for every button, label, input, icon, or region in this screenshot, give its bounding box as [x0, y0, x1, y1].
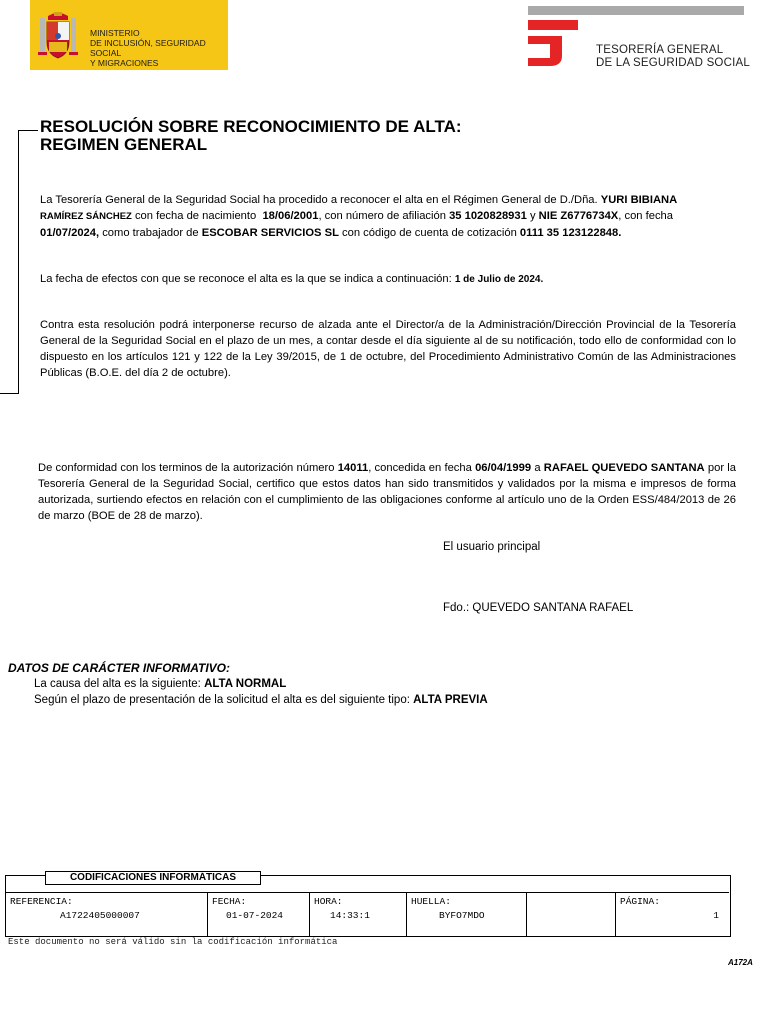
info-cause-label: La causa del alta es la siguiente: [34, 678, 205, 690]
company-name: ESCOBAR SERVICIOS SL [201, 227, 339, 239]
title-line-1: RESOLUCIÓN SOBRE RECONOCIMIENTO DE ALTA: [40, 117, 462, 136]
info-type-label: Según el plazo de presentación de la solicitud el alta es del siguiente tipo: [34, 694, 414, 706]
code-value-fingerprint: BYFO7MDO [439, 910, 485, 921]
p1-text-4: y [526, 210, 539, 222]
form-code: A172A [728, 958, 753, 967]
p1-text-6: como trabajador de [99, 227, 202, 239]
p4-text-1: De conformidad con los terminos de la autorización número [38, 462, 338, 474]
ministry-line-1: MINISTERIO [90, 28, 140, 38]
document-title [40, 118, 462, 154]
contribution-account-code: 0111 35 123122848. [519, 227, 622, 239]
tgss-line-1: TESORERÍA GENERAL [596, 44, 724, 56]
code-value-date: 01-07-2024 [226, 910, 284, 921]
effective-date-paragraph [40, 271, 736, 288]
nie-number: NIE Z6776734X [538, 210, 619, 222]
code-cell-reference [6, 893, 208, 936]
tgss-line-2: DE LA SEGURIDAD SOCIAL [596, 57, 750, 69]
header-grey-bar [528, 6, 744, 15]
code-value-time: 14:33:1 [330, 910, 370, 921]
codes-row [6, 892, 729, 936]
codes-label: CODIFICACIONES INFORMÁTICAS [45, 871, 261, 885]
ministry-logo-block [30, 0, 228, 70]
margin-bracket-top [18, 130, 38, 131]
authorization-number: 14011 [337, 462, 369, 474]
p4-text-4: por la Tesorería General de la Seguridad Social, certifico que estos datos han sido transmitidos y validados por la misma e impresos de forma autorizada, surtiendo efectos en relación con el cumplimiento de las obligaciones conforme al artículo uno de la Orden ESS/484/2013 de 26 de marzo (BOE de 28 de marzo). [38, 462, 736, 522]
ministry-name [90, 28, 228, 68]
code-value-reference: A1722405000007 [60, 910, 140, 921]
p1-text-7: con código de cuenta de cotización [338, 227, 520, 239]
code-label-page: PÁGINA: [620, 896, 660, 907]
code-cell-page [616, 893, 729, 936]
info-heading: DATOS DE CARÁCTER INFORMATIVO: [8, 661, 230, 675]
worker-name-first: YURI BIBIANA [600, 194, 678, 206]
margin-bracket-bottom [0, 393, 19, 394]
code-cell-date [208, 893, 310, 936]
code-label-date: FECHA: [212, 896, 247, 907]
info-line-cause [34, 678, 286, 690]
birth-date: 18/06/2001 [262, 210, 319, 222]
code-cell-blank [527, 893, 616, 936]
info-cause-value: ALTA NORMAL [204, 678, 287, 690]
ministry-line-2: DE INCLUSIÓN, SEGURIDAD SOCIAL [90, 38, 206, 58]
authorized-user-name: RAFAEL QUEVEDO SANTANA [543, 462, 705, 474]
code-label-fingerprint: HUELLA: [411, 896, 451, 907]
tgss-name [596, 44, 750, 70]
title-line-2: REGIMEN GENERAL [40, 135, 208, 154]
validity-note: Este documento no será válido sin la codificación informática [8, 937, 338, 947]
authorization-paragraph [38, 460, 736, 524]
resolution-paragraph [40, 192, 736, 241]
authorization-date: 06/04/1999 [475, 462, 532, 474]
code-label-reference: REFERENCIA: [10, 896, 73, 907]
worker-name-last: RAMÍREZ SÁNCHEZ [40, 211, 132, 222]
coat-of-arms-icon [36, 10, 80, 60]
margin-bracket [18, 130, 19, 394]
code-label-time: HORA: [314, 896, 343, 907]
p1-text-1: La Tesorería General de la Seguridad Social ha procedido a reconocer el alta en el Régimen General de D./Dña. [40, 194, 601, 206]
effective-date: 1 de Julio de 2024. [454, 274, 544, 285]
affiliation-number: 35 1020828931 [449, 210, 527, 222]
p2-text: La fecha de efectos con que se reconoce el alta es la que se indica a continuación: [40, 273, 455, 285]
info-line-type [34, 694, 488, 706]
p4-text-2: , concedida en fecha [368, 462, 476, 474]
p1-text-5: , con fecha [618, 210, 673, 222]
code-cell-time [310, 893, 407, 936]
p1-text-3: , con número de afiliación [318, 210, 450, 222]
code-value-page: 1 [713, 910, 719, 921]
appeal-paragraph: Contra esta resolución podrá interponerse recurso de alzada ante el Director/a de la Administración/Dirección Provincial de la Tesorería General de la Seguridad Social en el plazo de un mes, a contar desde el día siguiente al de su notificación, todo ello de conformidad con lo dispuesto en los artículos 121 y 122 de la Ley 39/2015, de 1 de octubre, del Procedimiento Administrativo Común de las Administraciones Públicas (B.O.E. del día 2 de octubre). [40, 319, 736, 379]
ministry-line-3: Y MIGRACIONES [90, 58, 159, 68]
registration-date: 01/07/2024, [40, 227, 100, 239]
code-cell-fingerprint [407, 893, 527, 936]
p4-text-3: a [531, 462, 544, 474]
tgss-logo-icon [528, 20, 580, 66]
info-type-value: ALTA PREVIA [413, 694, 488, 706]
p1-text-2: con fecha de nacimiento [131, 210, 260, 222]
signature-role: El usuario principal [443, 541, 541, 553]
signature-name: Fdo.: QUEVEDO SANTANA RAFAEL [443, 602, 634, 614]
